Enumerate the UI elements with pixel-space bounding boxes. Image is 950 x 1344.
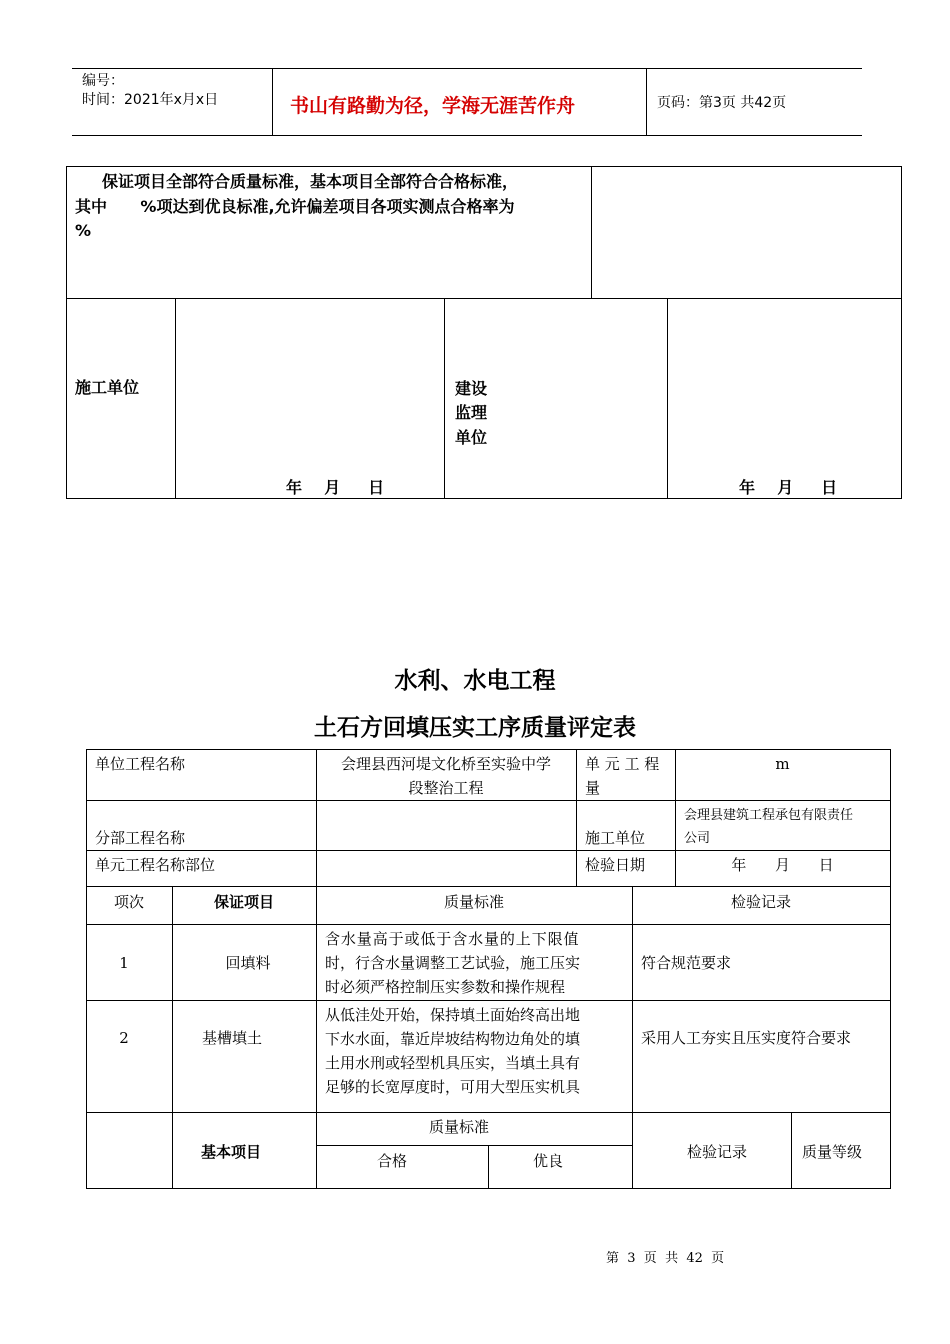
- owner-date: 年 月 日: [739, 478, 838, 497]
- summary-text-line-3: %: [75, 221, 92, 240]
- construction-date: 年 月 日: [286, 478, 385, 497]
- form-rule-7: [316, 1145, 632, 1146]
- page-title-line-2: 土石方回填压实工序质量评定表: [314, 715, 636, 741]
- basic-standard-label: 质量标准: [428, 1118, 489, 1136]
- header-bottom-rule: [72, 135, 862, 136]
- form-info-divider-2: [576, 749, 577, 886]
- summary-text-line-2: 其中 %项达到优良标准,允许偏差项目各项实测点合格率为: [75, 197, 515, 216]
- page-title-line-1: 水利、水电工程: [394, 668, 556, 694]
- col-item-no: 项次: [113, 893, 144, 911]
- header-code-label: 编号：: [82, 73, 124, 89]
- row-1-record: 符合规范要求: [641, 954, 732, 972]
- form-item-divider-2: [316, 886, 317, 1188]
- header-motto: 书山有路勤为径，学海无涯苦作舟: [290, 95, 576, 117]
- basic-record-label: 检验记录: [686, 1143, 747, 1161]
- summary-table-border-right: [901, 166, 902, 499]
- row-2-standard-line-1: 从低洼处开始，保持填土面始终高出地: [325, 1006, 581, 1024]
- form-rule-8: [86, 1188, 891, 1189]
- row-1-no: 1: [119, 954, 129, 972]
- owner-label-line-1: 建设: [455, 379, 488, 398]
- row-2-item: 基槽填土: [201, 1029, 262, 1047]
- unit-quantity-label-1: 单 元 工 程: [585, 755, 660, 773]
- row-1-standard-line-2: 时，行含水量调整工艺试验，施工压实: [325, 954, 581, 972]
- form-rule-4: [86, 924, 891, 925]
- summary-table-divider-4: [667, 298, 668, 498]
- header-divider-right: [646, 69, 647, 136]
- unit-part-label: 单元工程名称部位: [95, 856, 216, 874]
- unit-project-value-2: 段整治工程: [408, 779, 484, 797]
- unit-quantity-label-2: 量: [585, 779, 601, 797]
- summary-table-border-mid: [66, 298, 902, 299]
- contractor-value-2: 公司: [684, 831, 711, 846]
- row-1-standard-line-1: 含水量高于或低于含水量的上下限值: [325, 930, 580, 948]
- summary-text-line-1: 保证项目全部符合质量标准，基本项目全部符合合格标准，: [102, 172, 519, 191]
- row-2-standard-line-2: 下水水面，靠近岸坡结构物边角处的填: [325, 1030, 581, 1048]
- row-1-item: 回填料: [225, 954, 271, 972]
- form-rule-0: [86, 749, 891, 750]
- quality-grade-label: 质量等级: [801, 1143, 862, 1161]
- unit-project-value-1: 会理县西河堤文化桥至实验中学: [340, 755, 551, 773]
- row-2-record: 采用人工夯实且压实度符合要求: [641, 1029, 852, 1047]
- form-rule-6: [86, 1112, 891, 1113]
- row-2-standard-line-4: 足够的长宽厚度时，可用大型压实机具: [325, 1078, 581, 1096]
- header-time-label: 时间：2021年x月x日: [82, 92, 219, 108]
- summary-table-border-top: [66, 166, 902, 167]
- contractor-value-1: 会理县建筑工程承包有限责任: [684, 808, 854, 823]
- header-page-label: 页码：第3页 共42页: [657, 95, 787, 111]
- summary-table-divider-3: [444, 298, 445, 498]
- inspection-date-label: 检验日期: [585, 856, 646, 874]
- row-2-no: 2: [119, 1029, 129, 1047]
- contractor-label: 施工单位: [585, 829, 646, 847]
- unit-quantity-value: m: [775, 755, 790, 773]
- sub-project-label: 分部工程名称: [95, 829, 186, 847]
- qualified-label: 合格: [376, 1152, 407, 1170]
- row-1-standard-line-3: 时必须严格控制压实参数和操作规程: [325, 978, 566, 996]
- col-standard: 质量标准: [443, 893, 504, 911]
- header-divider-left: [272, 69, 273, 136]
- basic-items-label: 基本项目: [200, 1143, 261, 1161]
- form-rule-2: [86, 850, 891, 851]
- owner-label-line-3: 单位: [455, 428, 488, 447]
- form-rule-3: [86, 886, 891, 887]
- owner-label-line-2: 监理: [455, 403, 488, 422]
- page-footer: 第 3 页 共 42 页: [606, 1251, 725, 1266]
- row-2-standard-line-3: 土用水刑或轻型机具压实，当填土具有: [325, 1054, 581, 1072]
- summary-table-border-left: [66, 166, 67, 499]
- form-rule-1: [86, 800, 891, 801]
- col-record: 检验记录: [730, 893, 791, 911]
- header-top-rule: [72, 68, 862, 69]
- inspection-date-value: 年 月 日: [731, 856, 834, 874]
- excellent-label: 优良: [532, 1152, 563, 1170]
- unit-project-label: 单位工程名称: [95, 755, 186, 773]
- form-rule-5: [86, 1000, 891, 1001]
- form-border-right: [890, 749, 891, 1189]
- summary-table-divider-1: [591, 166, 592, 298]
- summary-table-divider-2: [175, 298, 176, 498]
- col-guarantee: 保证项目: [213, 893, 274, 911]
- construction-unit-label: 施工单位: [75, 378, 140, 397]
